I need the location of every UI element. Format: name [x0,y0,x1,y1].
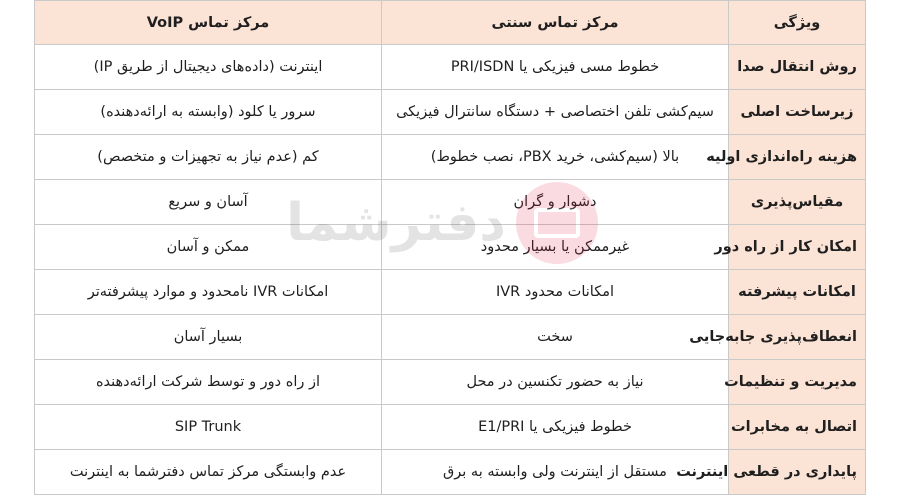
traditional-cell: نیاز به حضور تکنسین در محل [382,360,729,405]
table-header-row [35,1,866,45]
feature-cell: مدیریت و تنظیمات [729,360,866,405]
table-row [35,315,866,360]
comparison-table [34,0,866,495]
header-voip: مرکز تماس VoIP [35,1,382,45]
table-row [35,135,866,180]
traditional-cell: سیم‌کشی تلفن اختصاصی + دستگاه سانترال فیزیکی [382,90,729,135]
table-row [35,450,866,495]
table-row [35,360,866,405]
feature-cell: مقیاس‌پذیری [729,180,866,225]
table-row [35,90,866,135]
voip-cell: SIP Trunk [35,405,382,450]
voip-cell: ممکن و آسان [35,225,382,270]
table-row [35,405,866,450]
table-row [35,45,866,90]
voip-cell: کم (عدم نیاز به تجهیزات و متخصص) [35,135,382,180]
feature-cell: پایداری در قطعی اینترنت [729,450,866,495]
voip-cell: اینترنت (داده‌های دیجیتال از طریق IP) [35,45,382,90]
feature-cell: امکانات پیشرفته [729,270,866,315]
header-feature: ویژگی [729,1,866,45]
feature-cell: انعطاف‌پذیری جابه‌جایی [729,315,866,360]
voip-cell: عدم وابستگی مرکز تماس دفترشما به اینترنت [35,450,382,495]
feature-cell: اتصال به مخابرات [729,405,866,450]
watermark-text: دفترشما [286,193,506,253]
voip-cell: آسان و سریع [35,180,382,225]
traditional-cell: دشوار و گران [382,180,729,225]
feature-cell: روش انتقال صدا [729,45,866,90]
header-traditional: مرکز تماس سنتی [382,1,729,45]
table-row [35,180,866,225]
traditional-cell: مستقل از اینترنت ولی وابسته به برق [382,450,729,495]
traditional-cell: امکانات محدود IVR [382,270,729,315]
voip-cell: از راه دور و توسط شرکت ارائه‌دهنده [35,360,382,405]
traditional-cell: خطوط فیزیکی یا E1/PRI [382,405,729,450]
feature-cell: زیرساخت اصلی [729,90,866,135]
voip-cell: امکانات IVR نامحدود و موارد پیشرفته‌تر [35,270,382,315]
feature-cell: امکان کار از راه دور [729,225,866,270]
voip-cell: سرور یا کلود (وابسته به ارائه‌دهنده) [35,90,382,135]
table-row [35,270,866,315]
voip-cell: بسیار آسان [35,315,382,360]
traditional-cell: خطوط مسی فیزیکی یا PRI/ISDN [382,45,729,90]
comparison-table-container [34,0,865,500]
table-row [35,225,866,270]
traditional-cell: غیرممکن یا بسیار محدود [382,225,729,270]
traditional-cell: بالا (سیم‌کشی، خرید PBX، نصب خطوط) [382,135,729,180]
feature-cell: هزینه راه‌اندازی اولیه [729,135,866,180]
traditional-cell: سخت [382,315,729,360]
